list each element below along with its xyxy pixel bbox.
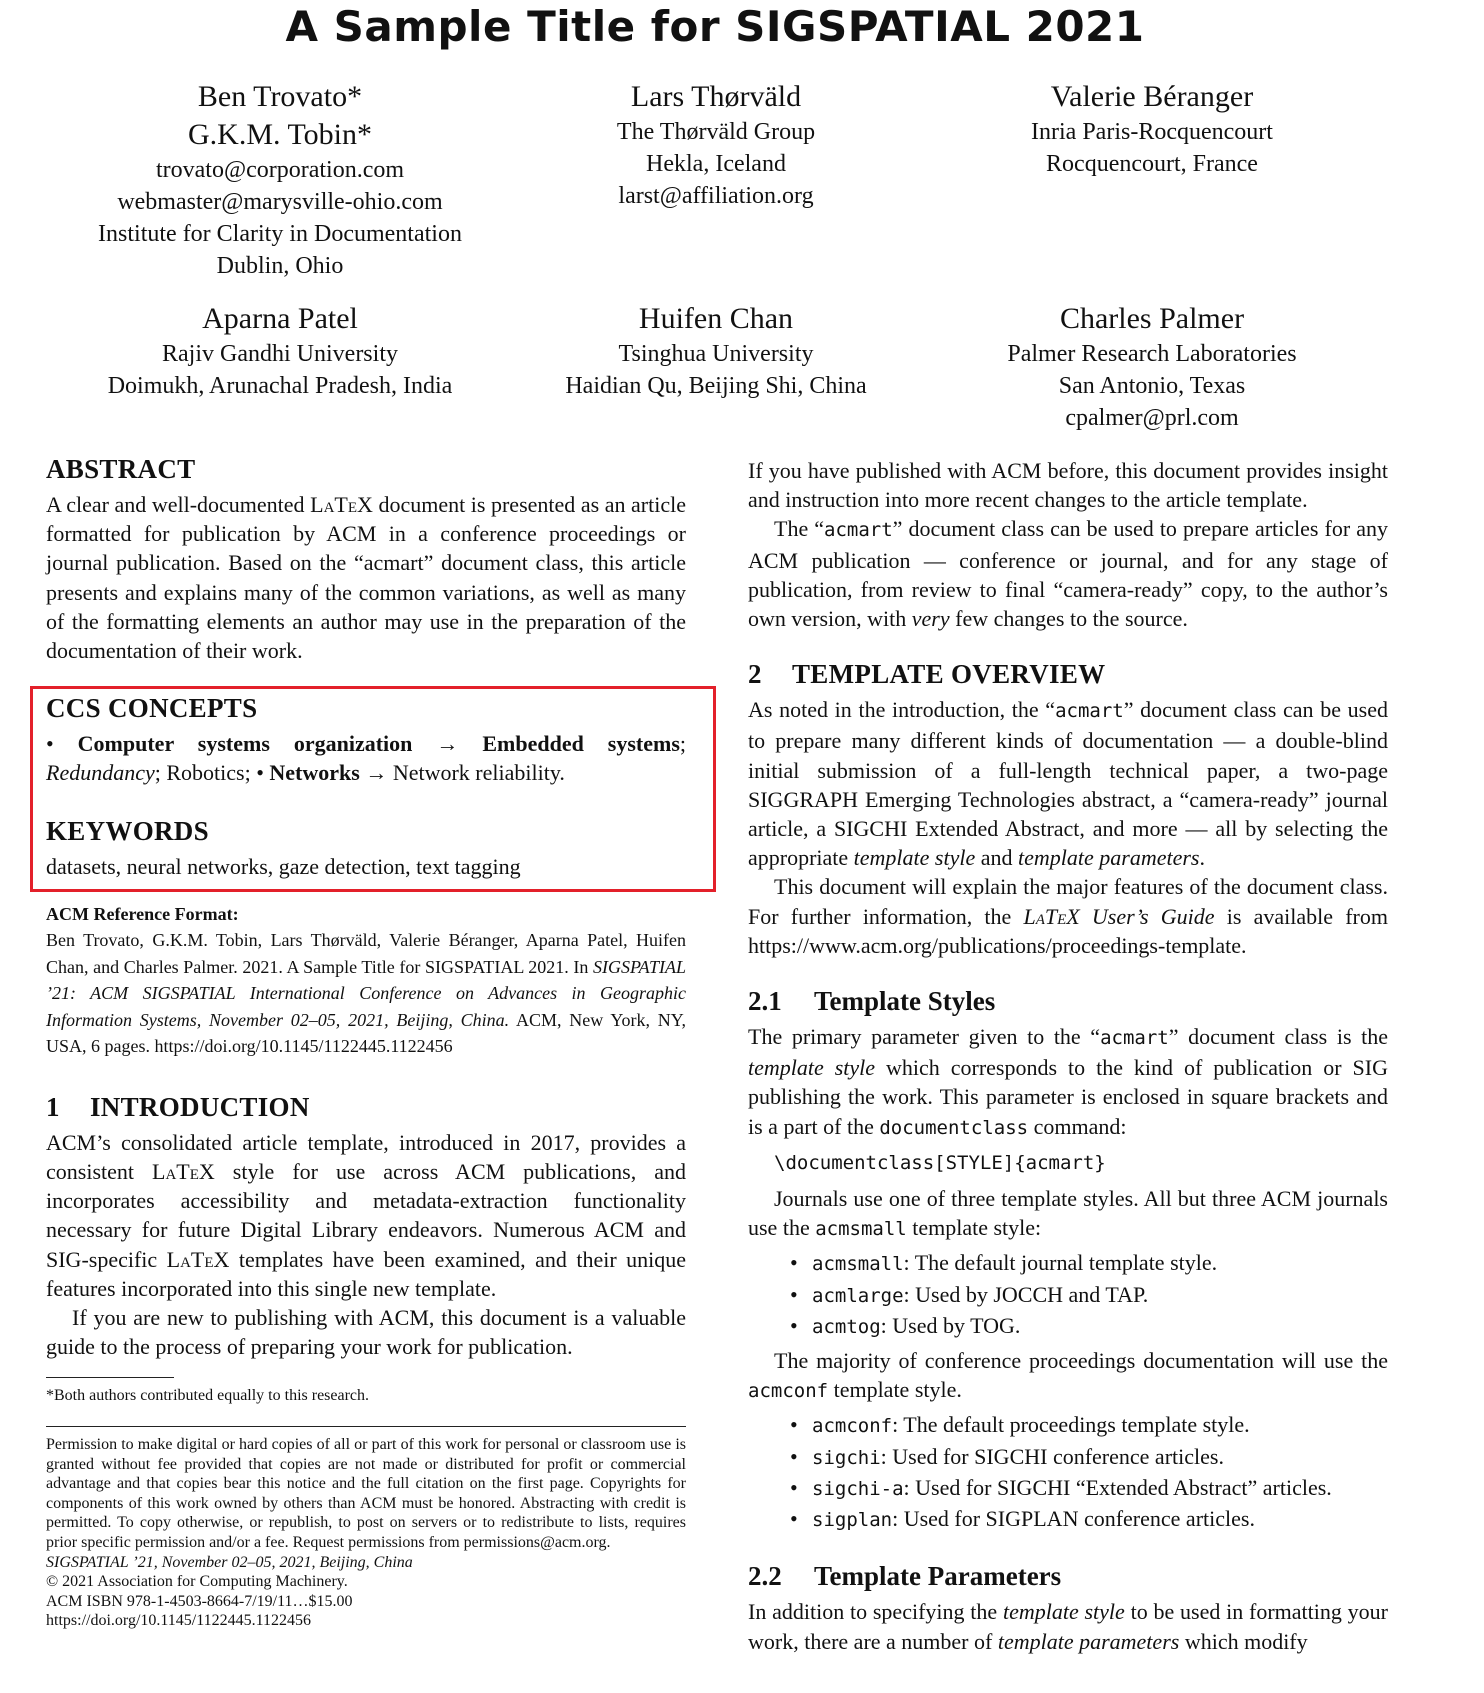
section-2-heading: 2 TEMPLATE OVERVIEW: [748, 659, 1106, 690]
section-2-paragraph-2: This document will explain the major features of the document class. For further information, the LaTeX User’s Guide is available from https://www.acm.org/publications/proceedings-template.: [748, 874, 1388, 958]
list-item: • acmtog: Used by TOG.: [812, 1311, 1388, 1342]
section-2-1-paragraph-1: The primary parameter given to the “acmart” document class is the template style which corresponds to the kind of publication or SIG publishing the work. This parameter is enclosed in square brackets and is a part of the documentclass command:: [748, 1024, 1388, 1139]
acm-reference: [46, 901, 686, 1060]
permission-text: Permission to make digital or hard copies of all or part of this work for personal or classroom use is granted without fee provided that copies are not made or distributed for profit or commercial advantage and that copies bear this notice and the full citation on the first page. Copyrights for components of this work owned by others than ACM must be honored. Abstracting with credit is permitted. To copy otherwise, or republish, to post on servers or to redistribute to lists, requires prior specific permission and/or a fee. Request permissions from permissions@acm.org.: [46, 1436, 686, 1552]
ccs-text: • Computer systems organization → Embedded systems; Redundancy; Robotics; • Networks → Network reliability.: [46, 731, 687, 786]
paper-title: A Sample Title for SIGSPATIAL 2021: [285, 2, 1145, 51]
right-paragraph-1: If you have published with ACM before, this document provides insight and instruction into more recent changes to the article template.: [748, 458, 1388, 513]
author-location: Dublin, Ohio: [216, 253, 344, 279]
author-name: Lars Thørväld: [630, 80, 802, 113]
author-name: Valerie Béranger: [1050, 80, 1254, 113]
author-name: Aparna Patel: [202, 302, 358, 335]
author-block-3: [932, 78, 1372, 180]
section-2-paragraph-1: As noted in the introduction, the “acmart” document class can be used to prepare many different kinds of documentation — a double-blind initial submission of a full-length technical paper, a two-page SIGGRAPH Emerging Technologies abstract, a “camera-ready” journal article, a SIGCHI Extended Abstract, and more — all by selecting the appropriate template style and template parameters.: [748, 697, 1388, 871]
section-2-1-paragraph-3: The majority of conference proceedings documentation will use the acmconf template style.: [748, 1348, 1388, 1403]
list-item: • sigplan: Used for SIGPLAN conference articles.: [812, 1504, 1388, 1535]
author-location: San Antonio, Texas: [1058, 373, 1246, 399]
list-item: • sigchi-a: Used for SIGCHI “Extended Abstract” articles.: [812, 1473, 1388, 1504]
left-column: [46, 452, 686, 1631]
author-email: webmaster@marysville-ohio.com: [117, 189, 443, 215]
permission-isbn: ACM ISBN 978-1-4503-8664-7/19/11…$15.00: [46, 1592, 353, 1610]
author-affiliation: Inria Paris-Rocquencourt: [1031, 119, 1273, 145]
right-paragraph-2: The “acmart” document class can be used to prepare articles for any ACM publication — conference or journal, and for any stage of publication, from review to final “camera-ready” copy, to the author’s own version, with very few changes to the source.: [748, 516, 1388, 632]
permission-rule: [46, 1426, 686, 1427]
list-item: • acmsmall: The default journal template style.: [812, 1248, 1388, 1279]
right-column: [748, 456, 1388, 1656]
keywords-heading: KEYWORDS: [46, 815, 209, 846]
section-2-2-paragraph-1: In addition to specifying the template style to be used in formatting your work, there are a number of template parameters which modify: [748, 1599, 1388, 1654]
section-2-1-paragraph-2: Journals use one of three template styles. All but three ACM journals use the acmsmall template style:: [748, 1186, 1388, 1241]
section-2-1-heading: 2.1 Template Styles: [748, 986, 996, 1017]
permission-venue: SIGSPATIAL ’21, November 02–05, 2021, Beijing, China: [46, 1553, 413, 1571]
author-name: Ben Trovato*: [197, 80, 363, 113]
acm-reference-text: Ben Trovato, G.K.M. Tobin, Lars Thørväld, Valerie Béranger, Aparna Patel, Huifen Chan, and Charles Palmer. 2021. A Sample Title for SIGSPATIAL 2021. In SIGSPATIAL ’21: ACM SIGSPATIAL International Conference on Advances in Geographic Information Systems, November 02–05, 2021, Beijing, China. ACM, New York, NY, USA, 6 pages. https://doi.org/10.1145/1122445.1122456: [46, 930, 686, 1057]
author-block-4: [60, 300, 500, 402]
abstract-text: A clear and well-documented LaTeX document is presented as an article formatted for publication by ACM in a conference proceedings or journal publication. Based on the “acmart” document class, this article presents and explains many of the common variations, as well as many of the formatting elements an author may use in the preparation of the documentation of their work.: [46, 492, 686, 664]
list-item: • acmlarge: Used by JOCCH and TAP.: [812, 1280, 1388, 1311]
permission-doi: https://doi.org/10.1145/1122445.1122456: [46, 1612, 312, 1630]
author-affiliation: Tsinghua University: [618, 341, 814, 367]
permission-block: [46, 1435, 686, 1631]
list-item: • sigchi: Used for SIGCHI conference articles.: [812, 1442, 1388, 1473]
author-affiliation: Rajiv Gandhi University: [162, 341, 398, 367]
intro-heading: 1 INTRODUCTION: [46, 1091, 310, 1122]
author-location: Doimukh, Arunachal Pradesh, India: [107, 373, 453, 399]
intro-paragraph-2: If you are new to publishing with ACM, this document is a valuable guide to the process of preparing your work for publication.: [46, 1305, 686, 1360]
keywords-text: datasets, neural networks, gaze detection, text tagging: [46, 853, 521, 879]
author-location: Haidian Qu, Beijing Shi, China: [565, 373, 867, 399]
author-name: Huifen Chan: [638, 302, 794, 335]
highlight-box: [30, 686, 716, 892]
footnote: *Both authors contributed equally to this research.: [46, 1387, 370, 1405]
conference-styles-list: [748, 1410, 1388, 1535]
acm-reference-heading: ACM Reference Format:: [46, 903, 239, 924]
section-2-2-heading: 2.2 Template Parameters: [748, 1561, 1062, 1592]
author-block-6: [932, 300, 1372, 434]
author-block-2: [496, 78, 936, 212]
author-affiliation: Institute for Clarity in Documentation: [98, 221, 462, 247]
footnote-rule: [46, 1377, 174, 1378]
author-affiliation: The Thørväld Group: [616, 119, 816, 145]
author-location: Hekla, Iceland: [646, 151, 786, 177]
author-block-1: [60, 78, 500, 282]
permission-copyright: © 2021 Association for Computing Machinery.: [46, 1573, 348, 1591]
author-name: G.K.M. Tobin*: [187, 118, 373, 151]
author-affiliation: Palmer Research Laboratories: [1007, 341, 1297, 367]
author-block-5: [496, 300, 936, 402]
list-item: • acmconf: The default proceedings template style.: [812, 1410, 1388, 1441]
author-name: Charles Palmer: [1059, 302, 1245, 335]
author-email: cpalmer@prl.com: [1065, 405, 1239, 431]
code-line: \documentclass[STYLE]{acmart}: [774, 1151, 1106, 1174]
author-email: larst@affiliation.org: [618, 183, 814, 209]
journal-styles-list: [748, 1248, 1388, 1342]
author-email: trovato@corporation.com: [155, 157, 405, 183]
ccs-heading: CCS CONCEPTS: [46, 693, 258, 724]
intro-paragraph-1: ACM’s consolidated article template, introduced in 2017, provides a consistent LaTeX style for use across ACM publications, and incorporates accessibility and metadata-extraction functionality necessary for future Digital Library endeavors. Numerous ACM and SIG-specific LaTeX templates have been examined, and their unique features incorporated into this single new template.: [46, 1129, 687, 1301]
author-location: Rocquencourt, France: [1046, 151, 1258, 177]
abstract-heading: ABSTRACT: [46, 454, 196, 484]
